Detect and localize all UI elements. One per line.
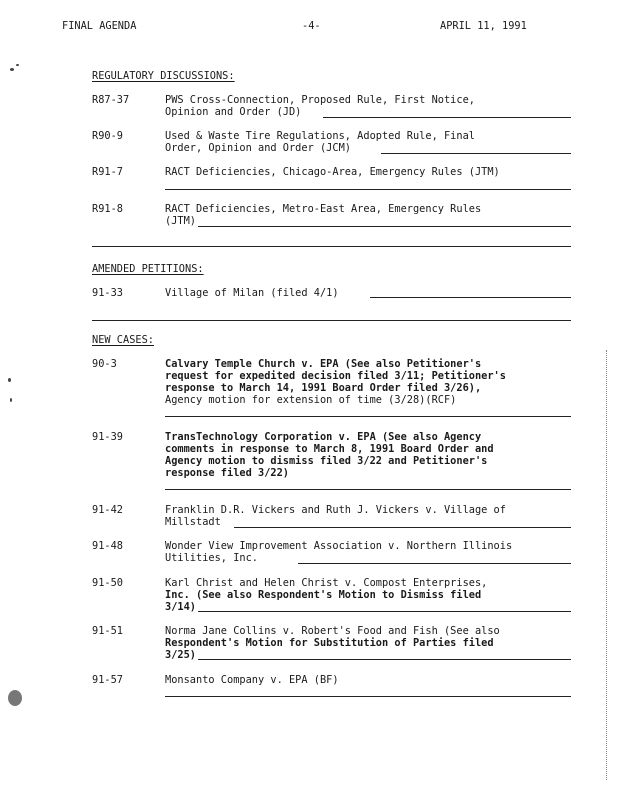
item-text: Respondent's Motion for Substitution of Parties filed xyxy=(165,637,494,649)
item-number: 90-3 xyxy=(92,358,117,370)
item-text: Millstadt xyxy=(165,516,221,528)
scan-edge xyxy=(606,350,607,780)
fill-line xyxy=(198,226,571,227)
separator-line xyxy=(92,320,571,321)
page-number: -4- xyxy=(302,20,321,32)
item-text: Village of Milan (filed 4/1) xyxy=(165,287,339,299)
fill-line xyxy=(381,153,571,154)
item-text: Utilities, Inc. xyxy=(165,552,258,564)
item-number: R87-37 xyxy=(92,94,130,106)
item-text: Calvary Temple Church v. EPA (See also Petitioner's xyxy=(165,358,482,370)
item-text: Karl Christ and Helen Christ v. Compost Enterprises, xyxy=(165,577,488,589)
item-number: R91-7 xyxy=(92,166,123,178)
item-text: (JTM) xyxy=(165,215,196,227)
item-number: R90-9 xyxy=(92,130,123,142)
item-number: 91-42 xyxy=(92,504,123,516)
item-text: request for expedited decision filed 3/11; Petitioner's xyxy=(165,370,506,382)
item-text: Order, Opinion and Order (JCM) xyxy=(165,142,351,154)
scan-speck xyxy=(10,68,14,71)
fill-line xyxy=(165,489,571,490)
item-number: 91-50 xyxy=(92,577,123,589)
fill-line xyxy=(165,189,571,190)
item-text: response filed 3/22) xyxy=(165,467,289,479)
item-number: 91-33 xyxy=(92,287,123,299)
item-text: comments in response to March 8, 1991 Board Order and xyxy=(165,443,494,455)
scan-speck xyxy=(8,378,11,382)
item-text: Franklin D.R. Vickers and Ruth J. Vickers v. Village of xyxy=(165,504,506,516)
item-text: Agency motion to dismiss filed 3/22 and Petitioner's xyxy=(165,455,488,467)
section-amended-petitions: AMENDED PETITIONS: xyxy=(92,263,204,275)
fill-line xyxy=(165,696,571,697)
item-number: 91-39 xyxy=(92,431,123,443)
item-text: Used & Waste Tire Regulations, Adopted Rule, Final xyxy=(165,130,475,142)
fill-line xyxy=(370,297,571,298)
item-text: PWS Cross-Connection, Proposed Rule, First Notice, xyxy=(165,94,475,106)
item-number: R91-8 xyxy=(92,203,123,215)
item-text: 3/14) xyxy=(165,601,196,613)
item-text: Opinion and Order (JD) xyxy=(165,106,302,118)
fill-line xyxy=(298,563,571,564)
item-text: RACT Deficiencies, Chicago-Area, Emergency Rules (JTM) xyxy=(165,166,500,178)
scan-speck xyxy=(16,64,19,66)
header-title: FINAL AGENDA xyxy=(62,20,137,32)
fill-line xyxy=(165,416,571,417)
fill-line xyxy=(198,659,571,660)
scan-speck xyxy=(8,690,22,706)
header-date: APRIL 11, 1991 xyxy=(440,20,527,32)
item-number: 91-48 xyxy=(92,540,123,552)
fill-line xyxy=(323,117,571,118)
item-text: response to March 14, 1991 Board Order filed 3/26), xyxy=(165,382,482,394)
section-new-cases: NEW CASES: xyxy=(92,334,154,346)
item-text: Wonder View Improvement Association v. Northern Illinois xyxy=(165,540,513,552)
item-text: Agency motion for extension of time (3/28)(RCF) xyxy=(165,394,457,406)
item-text: 3/25) xyxy=(165,649,196,661)
item-number: 91-51 xyxy=(92,625,123,637)
item-text: Inc. (See also Respondent's Motion to Dismiss filed xyxy=(165,589,482,601)
scan-speck xyxy=(10,398,12,402)
item-number: 91-57 xyxy=(92,674,123,686)
item-text: Norma Jane Collins v. Robert's Food and Fish (See also xyxy=(165,625,500,637)
item-text: RACT Deficiencies, Metro-East Area, Emergency Rules xyxy=(165,203,482,215)
separator-line xyxy=(92,246,571,247)
fill-line xyxy=(234,527,571,528)
fill-line xyxy=(198,611,571,612)
item-text: TransTechnology Corporation v. EPA (See also Agency xyxy=(165,431,482,443)
item-text: Monsanto Company v. EPA (BF) xyxy=(165,674,339,686)
section-regulatory-discussions: REGULATORY DISCUSSIONS: xyxy=(92,70,235,82)
